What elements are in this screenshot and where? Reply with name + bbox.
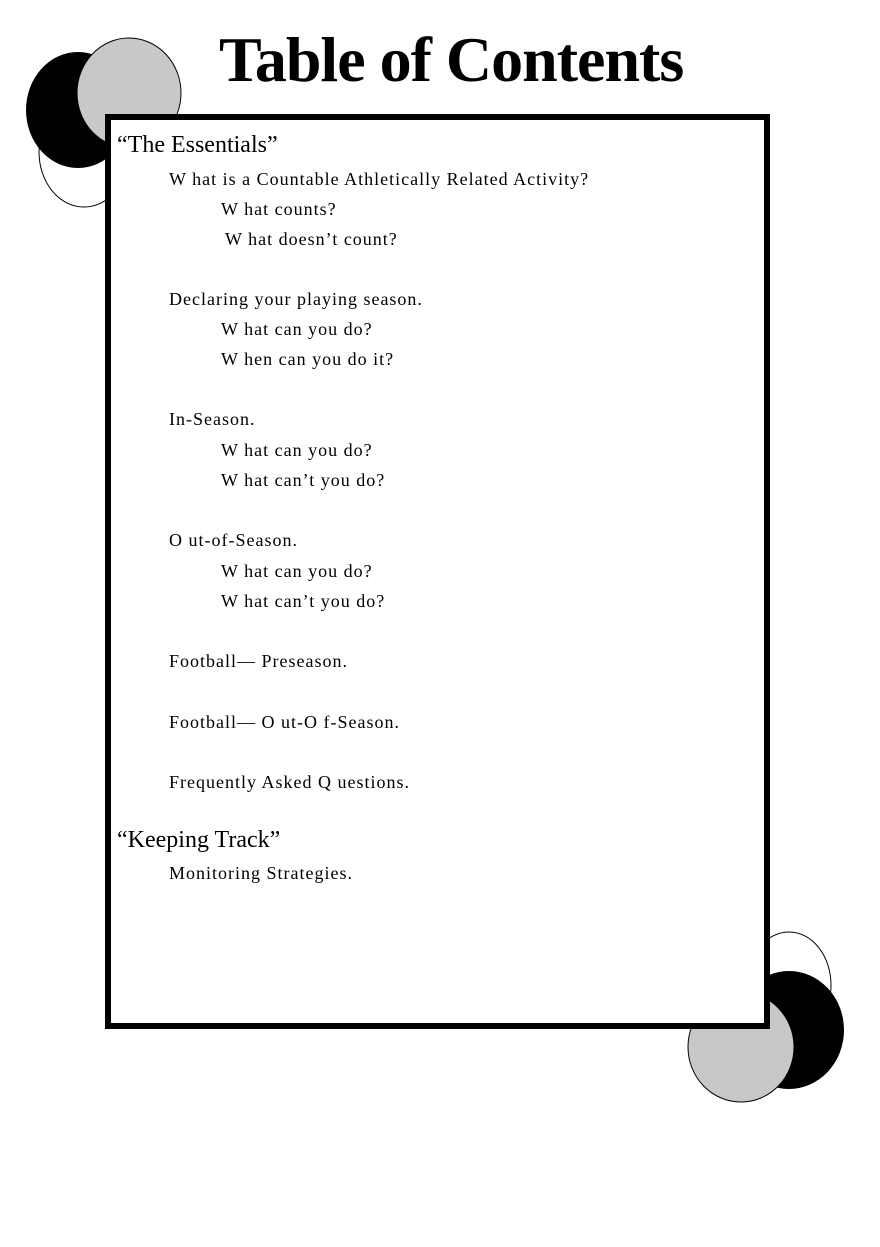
toc-entry: In-Season. — [169, 409, 256, 429]
toc-entry: Frequently Asked Q uestions. — [169, 772, 410, 792]
page-title: Table of Contents — [219, 24, 684, 95]
toc-entry: W hat is a Countable Athletically Related Activity? — [169, 169, 590, 189]
section-heading-essentials: “The Essentials” — [117, 132, 278, 158]
toc-subentry: W hen can you do it? — [221, 349, 395, 369]
toc-subentry: W hat doesn’t count? — [225, 229, 398, 249]
toc-subentry: W hat can you do? — [221, 440, 373, 460]
toc-entry: Football— O ut-O f-Season. — [169, 712, 400, 732]
toc-subentry: W hat counts? — [221, 199, 337, 219]
toc-subentry: W hat can’t you do? — [221, 470, 386, 490]
toc-subentry: W hat can you do? — [221, 319, 373, 339]
toc-entry: Monitoring Strategies. — [169, 863, 353, 883]
toc-subentry: W hat can’t you do? — [221, 591, 386, 611]
section-heading-keeping-track: “Keeping Track” — [117, 827, 281, 853]
toc-subentry: W hat can you do? — [221, 561, 373, 581]
toc-entry: Declaring your playing season. — [169, 289, 423, 309]
toc-entry: Football— Preseason. — [169, 651, 348, 671]
toc-entry: O ut-of-Season. — [169, 530, 298, 550]
contents-frame — [105, 114, 770, 1029]
